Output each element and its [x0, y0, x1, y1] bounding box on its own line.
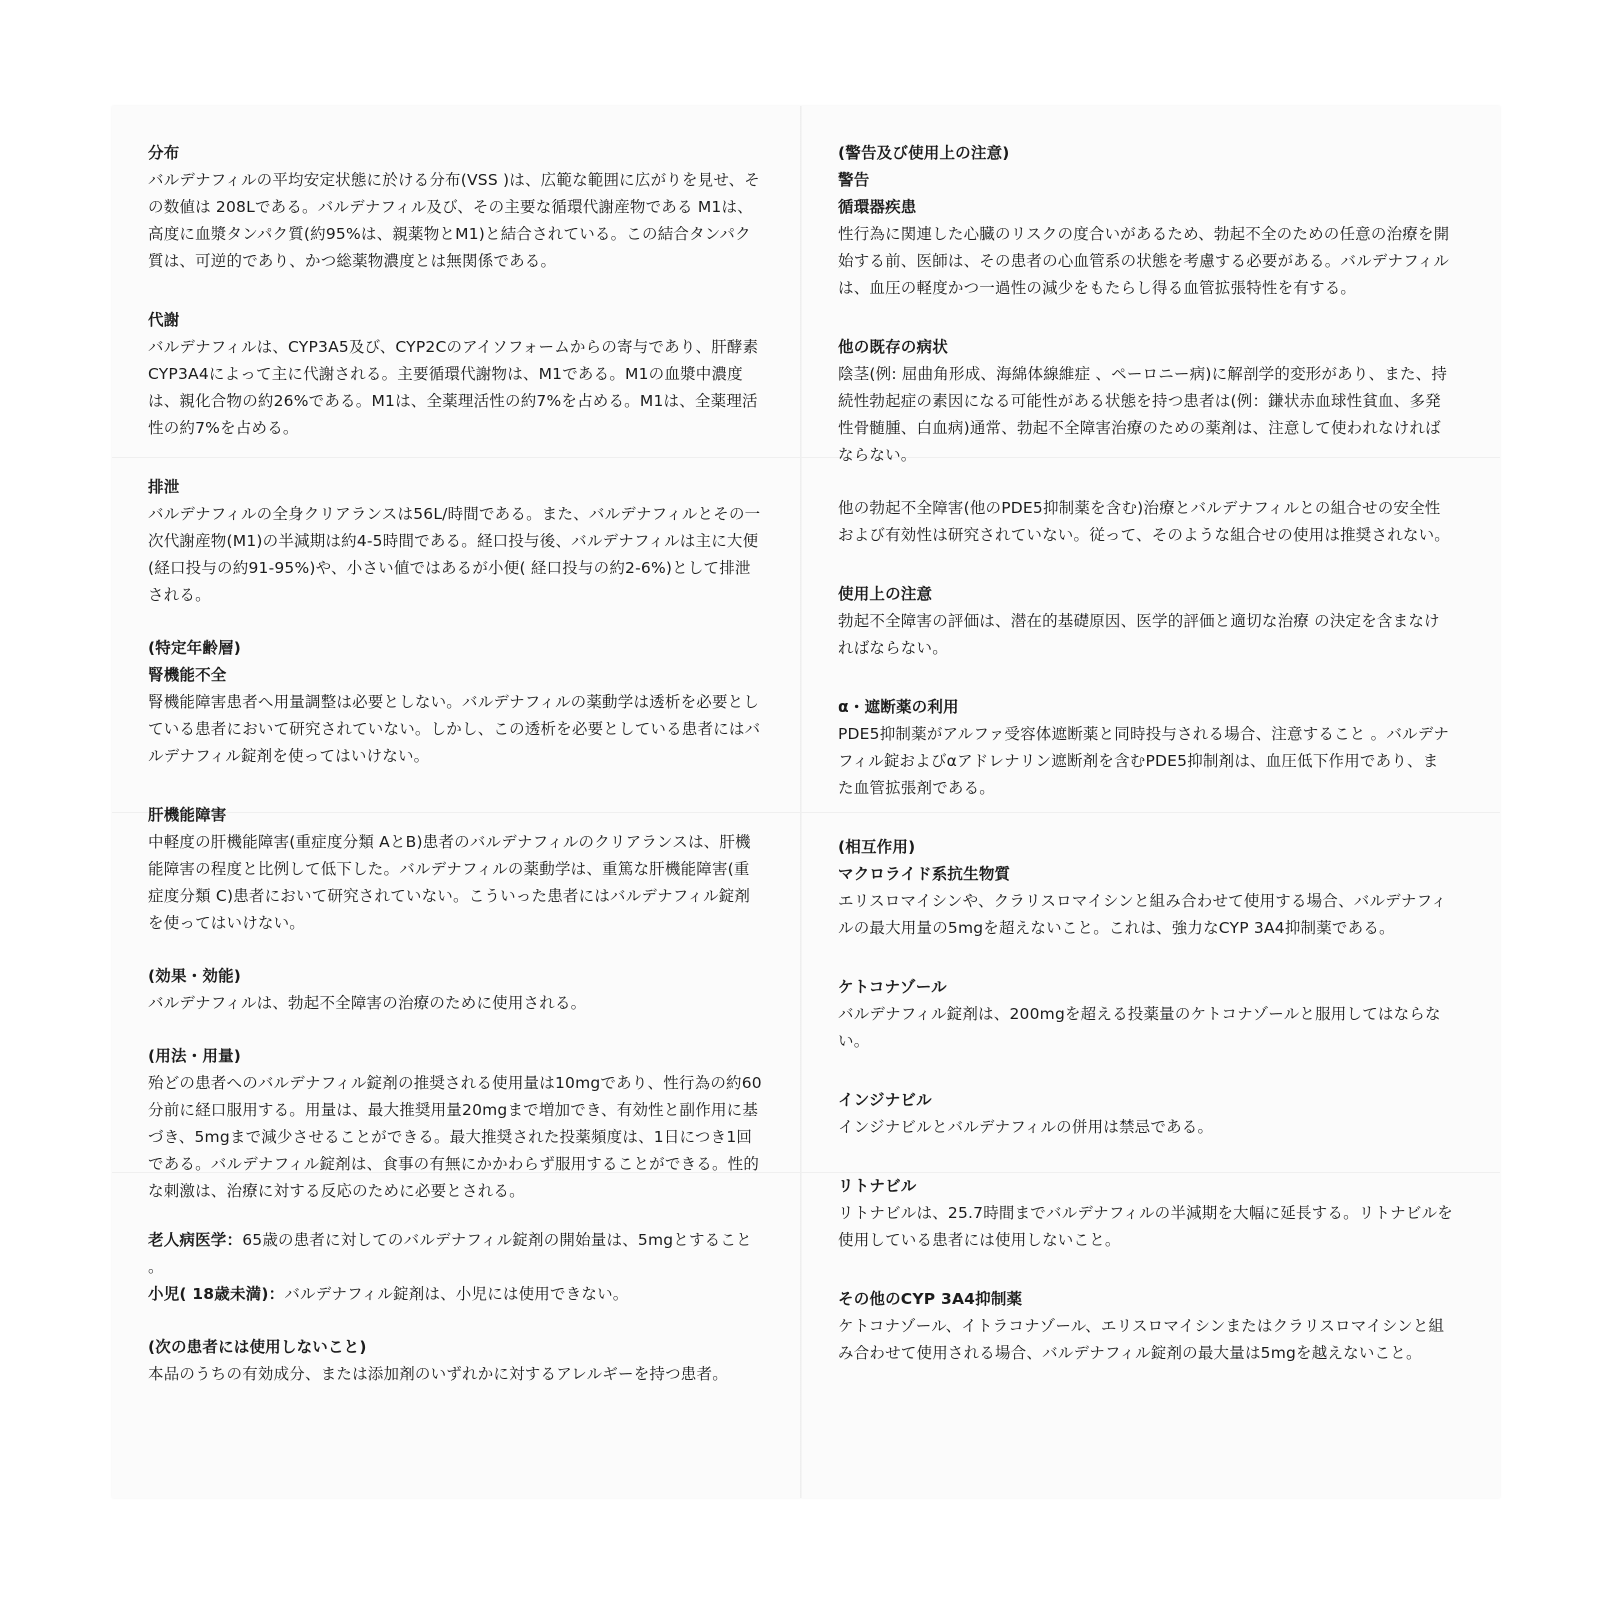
section-heading: 肝機能障害 [148, 806, 227, 824]
section-heading: (相互作用) [838, 838, 916, 856]
section-text-2: 他の勃起不全障害(他のPDE5抑制薬を含む)治療とバルデナフィルとの組合せの安全性および有効性は研究されていない。従って、そのような組合せの使用は推奨されない。 [838, 499, 1450, 544]
elderly-text: 65歳の患者に対してのバルデナフィル錠剤の開始量は、5mgとすること 。 [148, 1231, 752, 1276]
section-text: リトナビルは、25.7時間までバルデナフィルの半減期を大幅に延長する。リトナビルを使用している患者には使用しないこと。 [838, 1204, 1453, 1249]
section-heading: その他のCYP 3A4抑制薬 [838, 1290, 1023, 1308]
child-label: 小児( 18歳未満)： [148, 1285, 285, 1303]
section-text: バルデナフィルは、CYP3A5及び、CYP2Cのアイソフォームからの寄与であり、肝酵素CYP3A4によって主に代謝される。主要循環代謝物は、M1である。M1の血漿中濃度は、親化合物の約26%である。M1は、全薬理活性の約7%を占める。M1は、全薬理活性の約7%を占める。 [148, 338, 759, 437]
section-hepatic [148, 802, 763, 937]
right-column [838, 140, 1453, 1393]
section-cardio [838, 140, 1453, 302]
section-text: 本品のうちの有効成分、または添加剤のいずれかに対するアレルギーを持つ患者。 [148, 1365, 728, 1383]
section-text: エリスロマイシンや、クラリスロマイシンと組み合わせて使用する場合、バルデナフィルの最大用量の5mgを超えないこと。これは、強力なCYP 3A4抑制薬である。 [838, 892, 1447, 937]
section-text: バルデナフィル錠剤は、200mgを超える投薬量のケトコナゾールと服用してはならない。 [838, 1005, 1441, 1050]
section-indinavir [838, 1087, 1453, 1141]
elderly-note [148, 1227, 763, 1281]
elderly-label: 老人病医学： [148, 1231, 243, 1249]
section-text: 腎機能障害患者へ用量調整は必要としない。バルデナフィルの薬動学は透析を必要としている患者において研究されていない。しかし、この透析を必要としている患者にはバルデナフィル錠剤を使ってはいけない。 [148, 693, 761, 765]
child-note [148, 1281, 763, 1308]
section-ritonavir [838, 1173, 1453, 1254]
section-heading: 排泄 [148, 478, 180, 496]
warnings-title: (警告及び使用上の注意) [838, 144, 1010, 162]
section-heading: 分布 [148, 144, 180, 162]
section-other-conditions [838, 334, 1453, 549]
section-heading: (効果・効能) [148, 967, 242, 985]
section-heading: (次の患者には使用しないこと) [148, 1338, 367, 1356]
child-text: バルデナフィル錠剤は、小児には使用できない。 [284, 1285, 629, 1303]
section-other-cyp [838, 1286, 1453, 1367]
section-heading: 循環器疾患 [838, 198, 917, 216]
section-text: 中軽度の肝機能障害(重症度分類 AとB)患者のバルデナフィルのクリアランスは、肝機能障害の程度と比例して低下した。バルデナフィルの薬動学は、重篤な肝機能障害(重症度分類 C)患者において研究されていない。こういった患者にはバルデナフィル錠剤を使ってはいけない。 [148, 833, 751, 932]
section-text: 勃起不全障害の評価は、潜在的基礎原因、医学的評価と適切な治療 の決定を含まなければならない。 [838, 612, 1440, 657]
section-text: PDE5抑制薬がアルファ受容体遮断薬と同時投与される場合、注意すること 。バルデナフィル錠およびαアドレナリン遮断剤を含むPDE5抑制剤は、血圧低下作用であり、また血管拡張剤である。 [838, 725, 1450, 797]
section-heading: リトナビル [838, 1177, 917, 1195]
section-heading: α・遮断薬の利用 [838, 698, 959, 716]
section-metabolism [148, 307, 763, 442]
section-heading: (用法・用量) [148, 1047, 242, 1065]
section-efficacy [148, 963, 763, 1017]
section-text: ケトコナゾール、イトラコナゾール、エリスロマイシンまたはクラリスロマイシンと組み合わせて使用される場合、バルデナフィル錠剤の最大量は5mgを越えないこと。 [838, 1317, 1445, 1362]
section-subheading: 腎機能不全 [148, 666, 227, 684]
section-subheading: マクロライド系抗生物質 [838, 865, 1011, 883]
section-ketoconazole [838, 974, 1453, 1055]
section-heading: 使用上の注意 [838, 585, 933, 603]
section-precautions [838, 581, 1453, 662]
left-column [148, 140, 763, 1414]
section-text: インジナビルとバルデナフィルの併用は禁忌である。 [838, 1118, 1214, 1136]
section-excretion [148, 474, 763, 609]
vertical-fold-line [800, 106, 802, 1498]
section-heading: (特定年齢層) [148, 639, 242, 657]
section-text: バルデナフィルの全身クリアランスは56L/時間である。また、バルデナフィルとその一次代謝産物(M1)の半減期は約4-5時間である。経口投与後、バルデナフィルは主に大便(経口投与の約91-95%)や、小さい値ではあるが小便( 経口投与の約2-6%)として排泄される。 [148, 505, 761, 604]
section-text: 性行為に関連した心臓のリスクの度合いがあるため、勃起不全のための任意の治療を開始する前、医師は、その患者の心血管系の状態を考慮する必要がある。バルデナフィルは、血圧の軽度かつ一過性の減少をもたらし得る血管拡張特性を有する。 [838, 225, 1450, 297]
section-alpha-blockers [838, 694, 1453, 802]
section-text: 殆どの患者へのバルデナフィル錠剤の推奨される使用量は10mgであり、性行為の約60分前に経口服用する。用量は、最大推奨用量20mgまで増加でき、有効性と副作用に基づき、5mgまで減少させることができる。最大推奨された投薬頻度は、1日につき1回である。バルデナフィル錠剤は、食事の有無にかかわらず服用することができる。性的な刺激は、治療に対する反応のために必要とされる。 [148, 1074, 762, 1200]
section-text: バルデナフィルの平均安定状態に於ける分布(VSS )は、広範な範囲に広がりを見せ、その数値は 208Lである。バルデナフィル及び、その主要な循環代謝産物である M1は、高度に血漿タンパク質(約95%は、親薬物とM1)と結合されている。この結合タンパク質は、可逆的であり、かつ総薬物濃度とは無関係である。 [148, 171, 760, 270]
section-heading: 他の既存の病状 [838, 338, 948, 356]
warning-label: 警告 [838, 171, 870, 189]
section-text: バルデナフィルは、勃起不全障害の治療のために使用される。 [148, 994, 587, 1012]
section-heading: ケトコナゾール [838, 978, 947, 996]
section-special-age [148, 635, 763, 770]
section-dosage [148, 1043, 763, 1308]
section-interactions [838, 834, 1453, 942]
section-text: 陰茎(例: 屈曲角形成、海綿体線維症 、ペーロニー病)に解剖学的変形があり、また、持続性勃起症の素因になる可能性がある状態を持つ患者は(例：鎌状赤血球性貧血、多発性骨髄腫、白血病)通常、勃起不全障害治療のための薬剤は、注意して使われなければならない。 [838, 365, 1448, 464]
section-distribution [148, 140, 763, 275]
section-heading: 代謝 [148, 311, 180, 329]
section-contraindications [148, 1334, 763, 1388]
section-heading: インジナビル [838, 1091, 932, 1109]
